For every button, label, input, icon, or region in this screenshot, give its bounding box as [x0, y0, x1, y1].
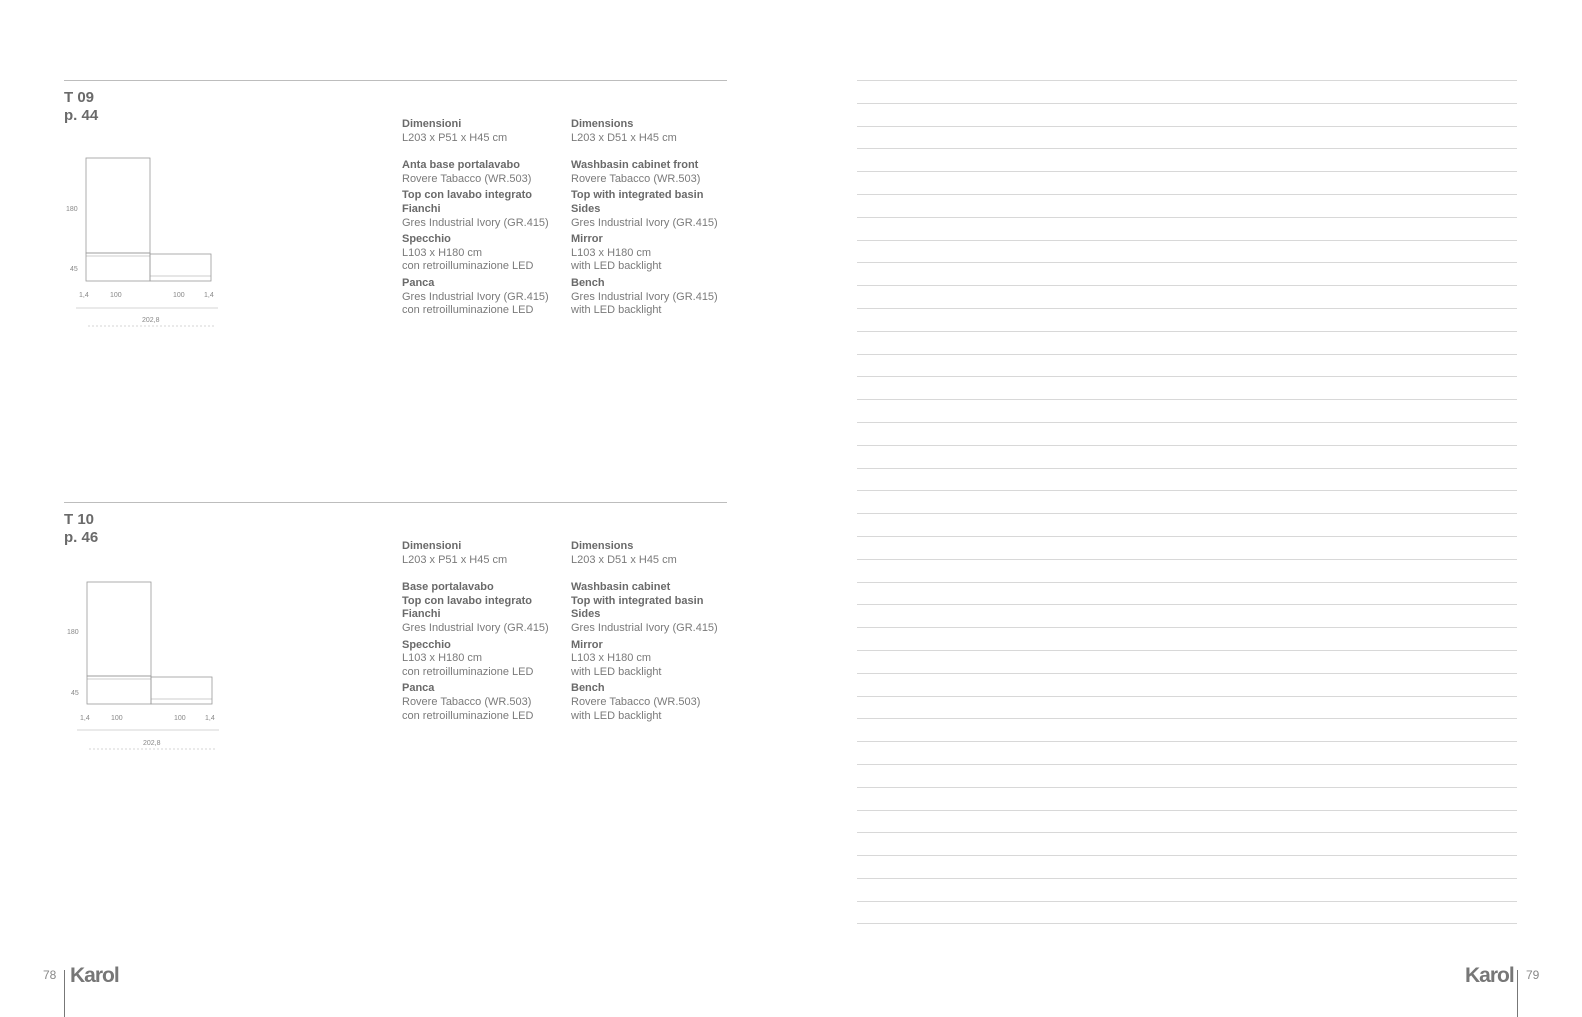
spec-heading: Washbasin cabinet [571, 581, 671, 594]
dim-w4: 1,4 [205, 715, 215, 722]
specs-italian [402, 540, 572, 723]
spec-text: con retroilluminazione LED [402, 260, 534, 273]
spec-heading: Washbasin cabinet front [571, 159, 699, 172]
mirror-outline [87, 582, 151, 676]
ruled-line [857, 354, 1517, 355]
ruled-line [857, 262, 1517, 263]
dimensions-label: Dimensioni [402, 118, 462, 130]
ruled-line [857, 604, 1517, 605]
spec-text: Gres Industrial Ivory (GR.415) [571, 216, 718, 229]
spec-heading: Panca [402, 276, 435, 289]
drawing-svg [64, 572, 234, 752]
spec-heading: Mirror [571, 233, 603, 246]
page-number-left: 78 [43, 968, 57, 982]
ruled-line [857, 490, 1517, 491]
mirror-outline [86, 158, 150, 253]
spec-text: with LED backlight [571, 304, 662, 317]
ruled-line [857, 513, 1517, 514]
technical-drawing [64, 150, 234, 330]
cabinet-outline [86, 253, 150, 281]
spec-text: Gres Industrial Ivory (GR.415) [402, 216, 549, 229]
ruled-line [857, 810, 1517, 811]
spec-heading: Anta base portalavabo [402, 159, 520, 172]
footer-rule-left [64, 970, 65, 1017]
dim-w1: 1,4 [80, 715, 90, 722]
spec-text: Gres Industrial Ivory (GR.415) [571, 621, 718, 634]
specs-english [571, 540, 741, 723]
spec-heading: Top con lavabo integrato [402, 189, 532, 202]
dim-total: 202,8 [143, 740, 161, 747]
page-number-right: 79 [1526, 968, 1540, 982]
ruled-line [857, 627, 1517, 628]
dim-180: 180 [66, 206, 78, 213]
ruled-line [857, 308, 1517, 309]
spec-text: with LED backlight [571, 709, 662, 722]
dim-w3: 100 [173, 292, 185, 299]
spec-heading: Top con lavabo integrato [402, 594, 532, 607]
spec-heading: Specchio [402, 638, 451, 651]
ruled-line [857, 285, 1517, 286]
spec-heading: Sides [571, 202, 601, 215]
ruled-line [857, 171, 1517, 172]
footer-rule-right [1517, 970, 1518, 1017]
spec-heading: Fianchi [402, 202, 441, 215]
dim-w2: 100 [110, 292, 122, 299]
spec-heading: Panca [402, 682, 435, 695]
spec-text: with LED backlight [571, 260, 662, 273]
spec-text: con retroilluminazione LED [402, 304, 534, 317]
ruled-line [857, 331, 1517, 332]
ruled-line [857, 741, 1517, 742]
dimensions-value: L203 x D51 x H45 cm [571, 553, 677, 566]
section-divider [64, 80, 727, 81]
ruled-line [857, 923, 1517, 924]
spec-text: con retroilluminazione LED [402, 665, 534, 678]
ruled-line [857, 650, 1517, 651]
spec-heading: Bench [571, 682, 605, 695]
drawing-svg [64, 150, 234, 330]
ruled-line [857, 399, 1517, 400]
dim-45: 45 [71, 690, 79, 697]
spec-text: con retroilluminazione LED [402, 709, 534, 722]
ruled-line [857, 103, 1517, 104]
dim-w2: 100 [111, 715, 123, 722]
technical-drawing [64, 572, 234, 752]
spec-heading: Mirror [571, 638, 603, 651]
spec-text: L103 x H180 cm [402, 652, 483, 665]
spec-heading: Top with integrated basin [571, 189, 704, 202]
brand-logo-left: Karol [70, 964, 119, 987]
ruled-line [857, 832, 1517, 833]
bench-outline [151, 677, 212, 704]
spec-text: Gres Industrial Ivory (GR.415) [402, 290, 549, 303]
spec-heading: Sides [571, 608, 601, 621]
dimensions-value: L203 x P51 x H45 cm [402, 553, 508, 566]
ruled-line [857, 787, 1517, 788]
dim-w3: 100 [174, 715, 186, 722]
spec-text: Gres Industrial Ivory (GR.415) [571, 290, 718, 303]
ruled-line [857, 764, 1517, 765]
cabinet-outline [87, 676, 151, 704]
ruled-line [857, 878, 1517, 879]
dim-180: 180 [67, 629, 79, 636]
spec-heading: Top with integrated basin [571, 594, 704, 607]
ruled-line [857, 855, 1517, 856]
spec-text: Rovere Tabacco (WR.503) [402, 695, 532, 708]
spec-heading: Specchio [402, 233, 451, 246]
ruled-line [857, 445, 1517, 446]
dimensions-label: Dimensions [571, 540, 634, 552]
dim-w4: 1,4 [204, 292, 214, 299]
spec-heading: Base portalavabo [402, 581, 494, 594]
spec-text: L103 x H180 cm [402, 246, 483, 259]
ruled-line [857, 559, 1517, 560]
ruled-line [857, 901, 1517, 902]
ruled-line [857, 240, 1517, 241]
spec-text: Rovere Tabacco (WR.503) [571, 695, 701, 708]
page-reference: p. 44 [64, 107, 99, 124]
ruled-line [857, 217, 1517, 218]
section-divider [64, 502, 727, 503]
ruled-line [857, 422, 1517, 423]
specs-italian [402, 118, 572, 318]
spec-text: Rovere Tabacco (WR.503) [571, 172, 701, 185]
spec-text: L103 x H180 cm [571, 246, 652, 259]
ruled-line [857, 582, 1517, 583]
spec-heading: Fianchi [402, 608, 441, 621]
dim-45: 45 [70, 266, 78, 273]
ruled-line [857, 536, 1517, 537]
spec-text: Rovere Tabacco (WR.503) [402, 172, 532, 185]
dim-w1: 1,4 [79, 292, 89, 299]
spec-text: with LED backlight [571, 665, 662, 678]
ruled-line [857, 126, 1517, 127]
notes-ruled-lines [857, 80, 1517, 946]
spec-text: Gres Industrial Ivory (GR.415) [402, 621, 549, 634]
ruled-line [857, 718, 1517, 719]
spec-heading: Bench [571, 276, 605, 289]
dimensions-value: L203 x P51 x H45 cm [402, 131, 508, 144]
ruled-line [857, 376, 1517, 377]
ruled-line [857, 148, 1517, 149]
ruled-line [857, 80, 1517, 81]
dimensions-value: L203 x D51 x H45 cm [571, 131, 677, 144]
spec-text: L103 x H180 cm [571, 652, 652, 665]
dimensions-label: Dimensions [571, 118, 634, 130]
product-code: T 10 [64, 511, 95, 528]
specs-english [571, 118, 741, 318]
product-code: T 09 [64, 89, 95, 106]
bench-outline [150, 254, 211, 281]
ruled-line [857, 194, 1517, 195]
dimensions-label: Dimensioni [402, 540, 462, 552]
ruled-line [857, 696, 1517, 697]
ruled-line [857, 673, 1517, 674]
page-reference: p. 46 [64, 529, 99, 546]
dim-total: 202,8 [142, 317, 160, 324]
ruled-line [857, 468, 1517, 469]
brand-logo-right: Karol [1465, 964, 1514, 987]
